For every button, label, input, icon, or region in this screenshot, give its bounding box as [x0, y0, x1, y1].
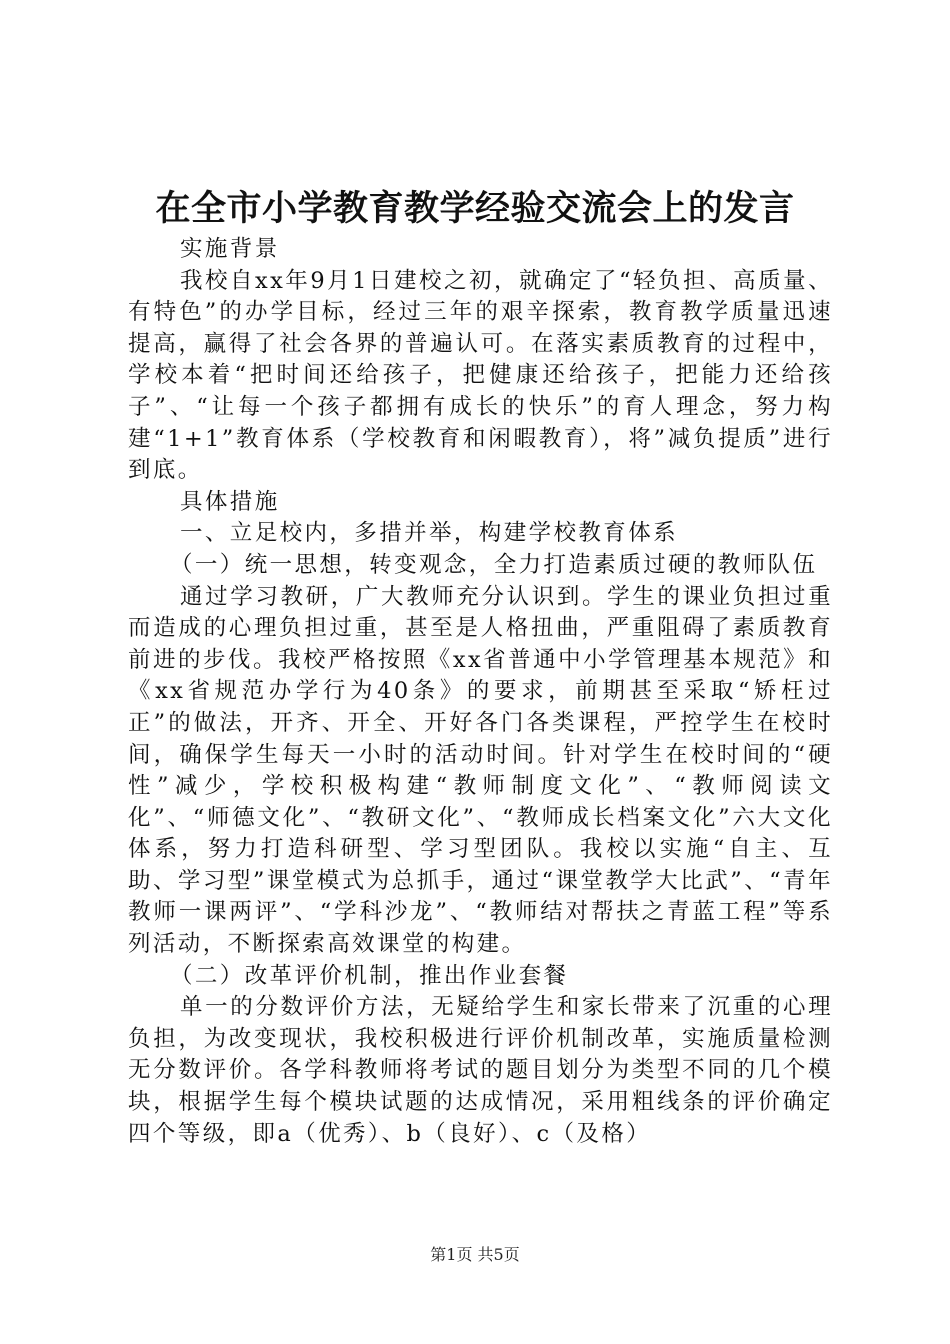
- section-heading-background: 实施背景: [180, 236, 280, 262]
- subheading-evaluation: （二）改革评价机制，推出作业套餐: [170, 962, 569, 989]
- paragraph-evaluation: 单一的分数评价方法，无疑给学生和家长带来了沉重的心理负担，为改变现状，我校积极进行评价机制改革，实施质量检测无分数评价。各学科教师将考试的题目划分为类型不同的几个模块，根据学生每个模块试题的达成情况，采用粗线条的评价确定四个等级，即a（优秀）、b（良好）、c（及格）: [128, 994, 833, 1147]
- document-title: 在全市小学教育教学经验交流会上的发言: [155, 188, 795, 229]
- subheading-teachers: （一）统一思想，转变观念，全力打造素质过硬的教师队伍: [170, 551, 818, 578]
- page-number-footer: 第1页 共5页: [430, 1245, 520, 1264]
- section-heading-part-one: 一、立足校内，多措并举，构建学校教育体系: [180, 520, 679, 547]
- paragraph-teachers: 通过学习教研，广大教师充分认识到。学生的课业负担过重而造成的心理负担过重，甚至是人格扭曲，严重阻碍了素质教育前进的步伐。我校严格按照《xx省普通中小学管理基本规范》和《xx省规范办学行为40条》的要求，前期甚至采取“矫枉过正”的做法，开齐、开全、开好各门各类课程，严控学生在校时间，确保学生每天一小时的活动时间。针对学生在校时间的“硬性”减少，学校积极构建“教师制度文化”、“教师阅读文化”、“师德文化”、“教研文化”、“教师成长档案文化”六大文化体系，努力打造科研型、学习型团队。我校以实施“自主、互助、学习型”课堂模式为总抓手，通过“课堂教学大比武”、“青年教师一课两评”、“学科沙龙”、“教师结对帮扶之青蓝工程”等系列活动，不断探索高效课堂的构建。: [128, 583, 833, 958]
- paragraph-background: 我校自xx年9月1日建校之初，就确定了“轻负担、高质量、有特色”的办学目标，经过三年的艰辛探索，教育教学质量迅速提高，赢得了社会各界的普遍认可。在落实素质教育的过程中，学校本着“把时间还给孩子，把健康还给孩子，把能力还给孩子”、“让每一个孩子都拥有成长的快乐”的育人理念，努力构建“1+1”教育体系（学校教育和闲暇教育），将”减负提质”进行到底。: [128, 267, 833, 484]
- section-heading-measures: 具体措施: [180, 488, 280, 515]
- document-body: [128, 234, 833, 1150]
